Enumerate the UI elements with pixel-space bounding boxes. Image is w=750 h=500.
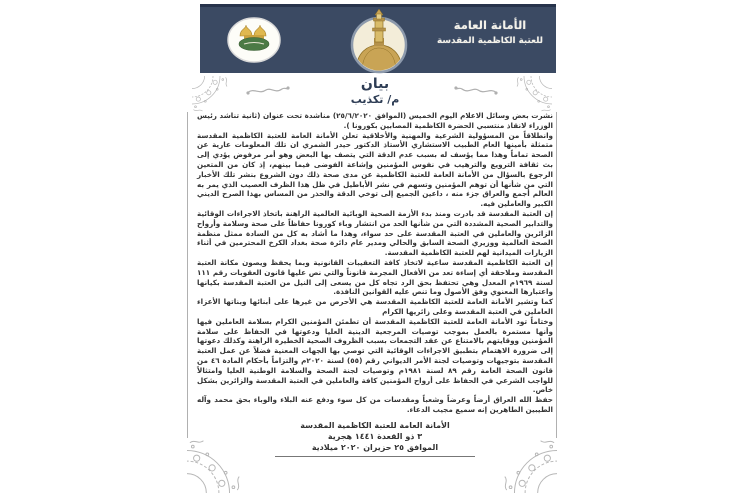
arabesque-corner-icon [187, 434, 245, 498]
arabesque-corner-icon [499, 434, 557, 498]
dome-minaret-emblem-icon [350, 8, 408, 74]
org-name-line2: للعتبة الكاظمية المقدسة [437, 36, 543, 46]
right-border-line [556, 112, 557, 438]
statement-paragraph: وانطلاقاً من المسؤولية الشرعية والمهنية والأخلاقية تعلن الأمانة العامة للعتبة الكاظمية المقدسة متمثلة بأمينها العام الطبيب الاستشاري الأستاذ الدكتور حيدر الشمري ان تلك المعلومات عارية عن الصحة تماماً وهذا مما يؤسف له بسبب عدم الدقة التي يتصف بها البعض وهو أمر مرفوض يؤدي إلى بث ثقافة الترويع والترهيب في نفوس المؤمنين وإشاعة الفوضى فيما بينهم، إذ كان من المتعين الرجوع بالسؤال من الأمانة العامة للعتبة الكاظمية عن مدى صحة ذلك دون الشروع بنشر تلك الأخبار التي من شأنها أن توهم المؤمنين وتسهم في نشر الأباطيل في ظل هذا الظرف العصيب الذي يمر به العالم أجمع والعراق جزء منه ، داعين الجميع إلى توخي الدقة والحذر من المساس بهذا الصرح الديني الكبير والعاملين فيه. [197, 130, 553, 209]
statement-paragraph: وختاماً تود الأمانة العامة للعتبة الكاظمية المقدسة أن تطمئن المؤمنين الكرام بسلامة العاملين فيها وأنها مستمرة بالعمل بموجب توصيات المرجعية الدينية العليا ودعوتها في الحفاظ على سلامة المؤمنين ووقايتهم بالامتناع عن عقد التجمعات بسبب الظروف الصحية الخطيرة الراهنة وكذلك دعوتها إلى ضرورة الاهتمام بتطبيق الاجراءات الوقائية التي توصي بها الجهات المعنية فضلاً عن عمل العتبة المقدسة بتوجيهات وتوصيات لجنة الأمر الديواني رقم (٥٥) لسنة ٢٠٢٠م والتزاماً بأحكام المادة ٤٦ من قانون الصحة العامة رقم ٨٩ لسنة ١٩٨١م وتوصيات لجنة الصحة والسلامة الوطنية العليا وامتثالاً للواجب الشرعي في الحفاظ على أرواح المؤمنين كافة والعاملين في العتبة المقدسة والزائرين بشكل خاص. [197, 316, 553, 395]
calligraphic-flourish-icon [246, 82, 290, 101]
statement-page [186, 0, 564, 500]
org-name-calligraphy [436, 18, 544, 46]
statement-subject: م/ تكذيب [350, 93, 400, 106]
signature-hijri-date: ٣ ذو القعدة ١٤٤١ هجرية [327, 431, 423, 441]
statement-paragraph: حفظ الله العراق أرضاً وعرضاً وشعباً ومقدسات من كل سوء ودفع عنه البلاء والوباء بحق محمد وآله الطيبين الطاهرين إنه سميع مجيب الدعاء. [197, 395, 553, 414]
signature-gregorian-date: الموافق ٢٥ حزيران ٢٠٢٠ ميلادية [311, 442, 439, 452]
arabesque-corner-icon [505, 76, 557, 122]
statement-paragraph: إن العتبة الكاظمية المقدسة ساعية لاتخاذ كافة التعقيبات القانونية وبما يحفظ ويصون مكانة العتبة المقدسة وملاحقة أي إساءة تعد من الأفعال المجرمة قانوناً والتي نص عليها قانون العقوبات رقم ١١١ لسنة ١٩٦٩م المعدل وهي تحتفظ بحق الرد تجاه كل من يسعى إلى النيل من العتبة المقدسة بكيانها واعتبارها المعنوي وفق الأصول وما تنص عليه القوانين النافذة. [197, 257, 553, 297]
calligraphic-flourish-icon [454, 82, 498, 101]
header-band [200, 4, 556, 73]
statement-paragraph: كما وتشير الأمانة العامة للعتبة الكاظمية المقدسة هي الأحرص من غيرها على أبنائها وبناتها الأعزاء العاملين في العتبة المقدسة وعلى زائريها الكرام [197, 297, 553, 316]
footer-divider [275, 456, 475, 457]
statement-body [197, 111, 553, 415]
statement-paragraph: نشرت بعض وسائل الاعلام اليوم الخميس (الموافق ٢٥/٦/٢٠٢٠) مناشدة تحت عنوان (ثانية تناشد رئيس الوزراء لانقاذ منتسبي الحضرة الكاظمية المصابين بكورونا ). [197, 111, 553, 130]
org-name-line1: الأمانة العامة [453, 18, 527, 32]
signature-org: الأمانة العامة للعتبة الكاظمية المقدسة [300, 420, 450, 430]
arabesque-corner-icon [187, 76, 239, 122]
shrine-domes-emblem-icon [226, 16, 282, 64]
left-border-line [187, 112, 188, 438]
statement-paragraph: إن العتبة المقدسة قد بادرت ومنذ بدء الأزمة الصحية الوبائية العالمية الراهنة باتخاذ الاجراءات الوقائية والتدابير الصحية المشددة التي من شأنها الحد من انتشار وباء كورونا حفاظاً على صحة وسلامة وأرواح الزائرين والعاملين في العتبة المقدسة على حد سواء، وهذا ما أشاد به كل من السادة ممثل منظمة الصحة العالمية ووزيري الصحة السابق والحالي ومدير عام دائرة صحة بغداد الكرخ المحترمين في أثناء الزيارات الميدانية لهم للعتبة الكاظمية المقدسة. [197, 208, 553, 258]
statement-title: بيان [360, 76, 390, 92]
